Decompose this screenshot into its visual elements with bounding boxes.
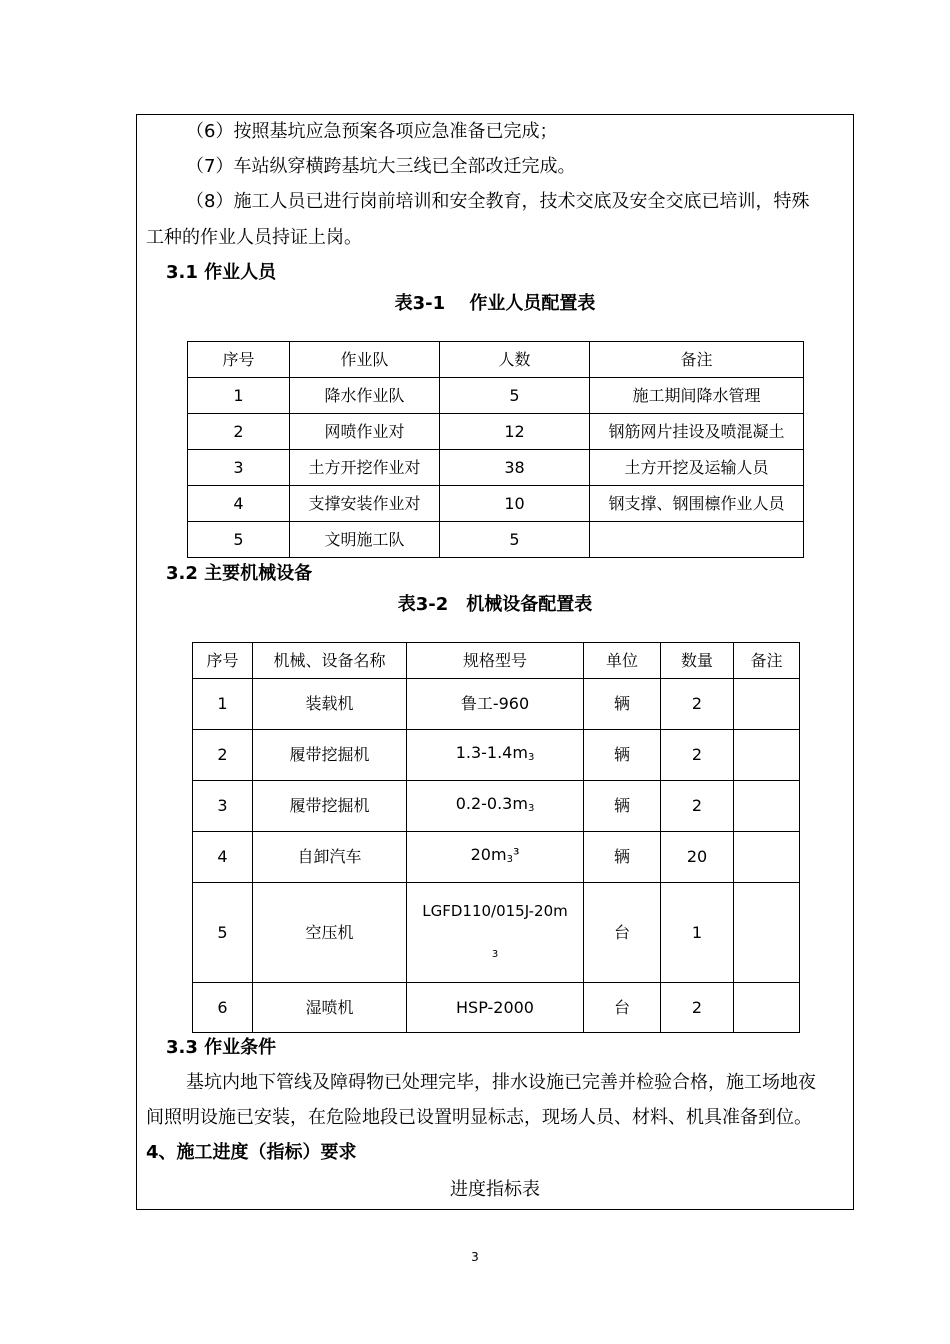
spec-text: 0.2-0.3m: [455, 793, 528, 813]
header-cell: 机械、设备名称: [253, 643, 407, 679]
cell: 文明施工队: [290, 522, 440, 558]
cell: 支撑安装作业对: [290, 486, 440, 522]
table-row: [193, 730, 800, 781]
table-row: [188, 450, 804, 486]
section-heading-3-3: 3.3 作业条件: [166, 1037, 277, 1058]
cell-name: 湿喷机: [253, 983, 407, 1033]
section-heading-3-2: 3.2 主要机械设备: [166, 563, 313, 584]
table-row: [188, 486, 804, 522]
spec-line-2: 3: [491, 948, 499, 960]
cell: 网喷作业对: [290, 414, 440, 450]
cell-unit: 辆: [584, 781, 661, 832]
spec-text: 20m: [470, 844, 507, 864]
paragraph-item-6: （6）按照基坑应急预案各项应急准备已完成；: [186, 121, 558, 142]
table-caption-3-2: 表3-2 机械设备配置表: [397, 594, 593, 615]
paragraph-item-8-continued: 工种的作业人员持证上岗。: [146, 227, 362, 248]
cell-name: 履带挖掘机: [253, 730, 407, 781]
cell: 12: [440, 414, 590, 450]
cell-name: 履带挖掘机: [253, 781, 407, 832]
header-cell: 备注: [590, 342, 804, 378]
cell-spec: HSP-2000: [407, 983, 584, 1033]
paragraph-item-7: （7）车站纵穿横跨基坑大三线已全部改迁完成。: [186, 156, 576, 177]
table-row: [193, 883, 800, 983]
cell: 土方开挖及运输人员: [590, 450, 804, 486]
cell: 1: [188, 378, 290, 414]
table-caption-3-1: 表3-1 作业人员配置表: [394, 293, 596, 314]
header-cell: 序号: [193, 643, 253, 679]
cell-name: 装载机: [253, 679, 407, 730]
cell: 钢筋网片挂设及喷混凝土: [590, 414, 804, 450]
cell: 10: [440, 486, 590, 522]
cell-spec: [407, 781, 584, 832]
table-row: [188, 522, 804, 558]
cell-note: [734, 781, 800, 832]
cell-no: 1: [193, 679, 253, 730]
cell: 降水作业队: [290, 378, 440, 414]
table-row: [193, 983, 800, 1033]
paragraph-item-8: （8）施工人员已进行岗前培训和安全教育，技术交底及安全交底已培训，特殊: [186, 191, 810, 212]
cell-unit: 台: [584, 983, 661, 1033]
conditions-line-2: 间照明设施已安装，在危险地段已设置明显标志，现场人员、材料、机具准备到位。: [146, 1107, 812, 1128]
cell-name: 自卸汽车: [253, 832, 407, 883]
cell: 38: [440, 450, 590, 486]
spec-text: LGFD110/015J-20m: [422, 901, 568, 920]
cell-note: [734, 679, 800, 730]
cell-no: 6: [193, 983, 253, 1033]
cell-spec: [407, 730, 584, 781]
cell-no: 4: [193, 832, 253, 883]
cell: 3: [188, 450, 290, 486]
cell-note: [734, 983, 800, 1033]
table-row: [193, 679, 800, 730]
progress-table-title: 进度指标表: [450, 1179, 540, 1200]
header-cell: 备注: [734, 643, 800, 679]
cell-qty: 2: [661, 730, 734, 781]
spec-subscript: 3: [527, 802, 535, 814]
spec-subscript: 3: [506, 853, 513, 865]
cell-name: 空压机: [253, 883, 407, 983]
cell: 5: [440, 522, 590, 558]
cell: 2: [188, 414, 290, 450]
spec-subscript: 3: [527, 751, 535, 763]
header-cell: 序号: [188, 342, 290, 378]
table-row: [193, 832, 800, 883]
cell: 钢支撑、钢围檩作业人员: [590, 486, 804, 522]
cell-note: [734, 883, 800, 983]
cell-qty: 2: [661, 679, 734, 730]
personnel-table: [187, 341, 804, 558]
cell-spec: [407, 832, 584, 883]
cell-no: 3: [193, 781, 253, 832]
cell-spec: [407, 883, 584, 983]
section-heading-4: 4、施工进度（指标）要求: [146, 1142, 357, 1163]
table-header-row: [193, 643, 800, 679]
cell-note: [734, 832, 800, 883]
header-cell: 人数: [440, 342, 590, 378]
cell-unit: 辆: [584, 832, 661, 883]
spec-tail: ³: [512, 844, 520, 864]
cell-qty: 2: [661, 781, 734, 832]
spec-text: 1.3-1.4m: [455, 742, 528, 762]
table-row: [188, 378, 804, 414]
cell: 土方开挖作业对: [290, 450, 440, 486]
cell-no: 2: [193, 730, 253, 781]
equipment-table: [192, 642, 800, 1033]
cell-qty: 2: [661, 983, 734, 1033]
table-row: [193, 781, 800, 832]
conditions-line-1: 基坑内地下管线及障碍物已处理完毕，排水设施已完善并检验合格，施工场地夜: [186, 1072, 816, 1093]
cell-unit: 辆: [584, 730, 661, 781]
cell-qty: 1: [661, 883, 734, 983]
header-cell: 作业队: [290, 342, 440, 378]
table-row: [188, 414, 804, 450]
table-header-row: [188, 342, 804, 378]
header-cell: 规格型号: [407, 643, 584, 679]
cell-no: 5: [193, 883, 253, 983]
section-heading-3-1: 3.1 作业人员: [166, 262, 277, 283]
cell: 4: [188, 486, 290, 522]
cell: 5: [188, 522, 290, 558]
cell-unit: 台: [584, 883, 661, 983]
cell: 5: [440, 378, 590, 414]
cell-unit: 辆: [584, 679, 661, 730]
cell: [590, 522, 804, 558]
cell-note: [734, 730, 800, 781]
cell-spec: 鲁工-960: [407, 679, 584, 730]
page-number: 3: [471, 1250, 479, 1264]
header-cell: 数量: [661, 643, 734, 679]
header-cell: 单位: [584, 643, 661, 679]
cell-qty: 20: [661, 832, 734, 883]
cell: 施工期间降水管理: [590, 378, 804, 414]
